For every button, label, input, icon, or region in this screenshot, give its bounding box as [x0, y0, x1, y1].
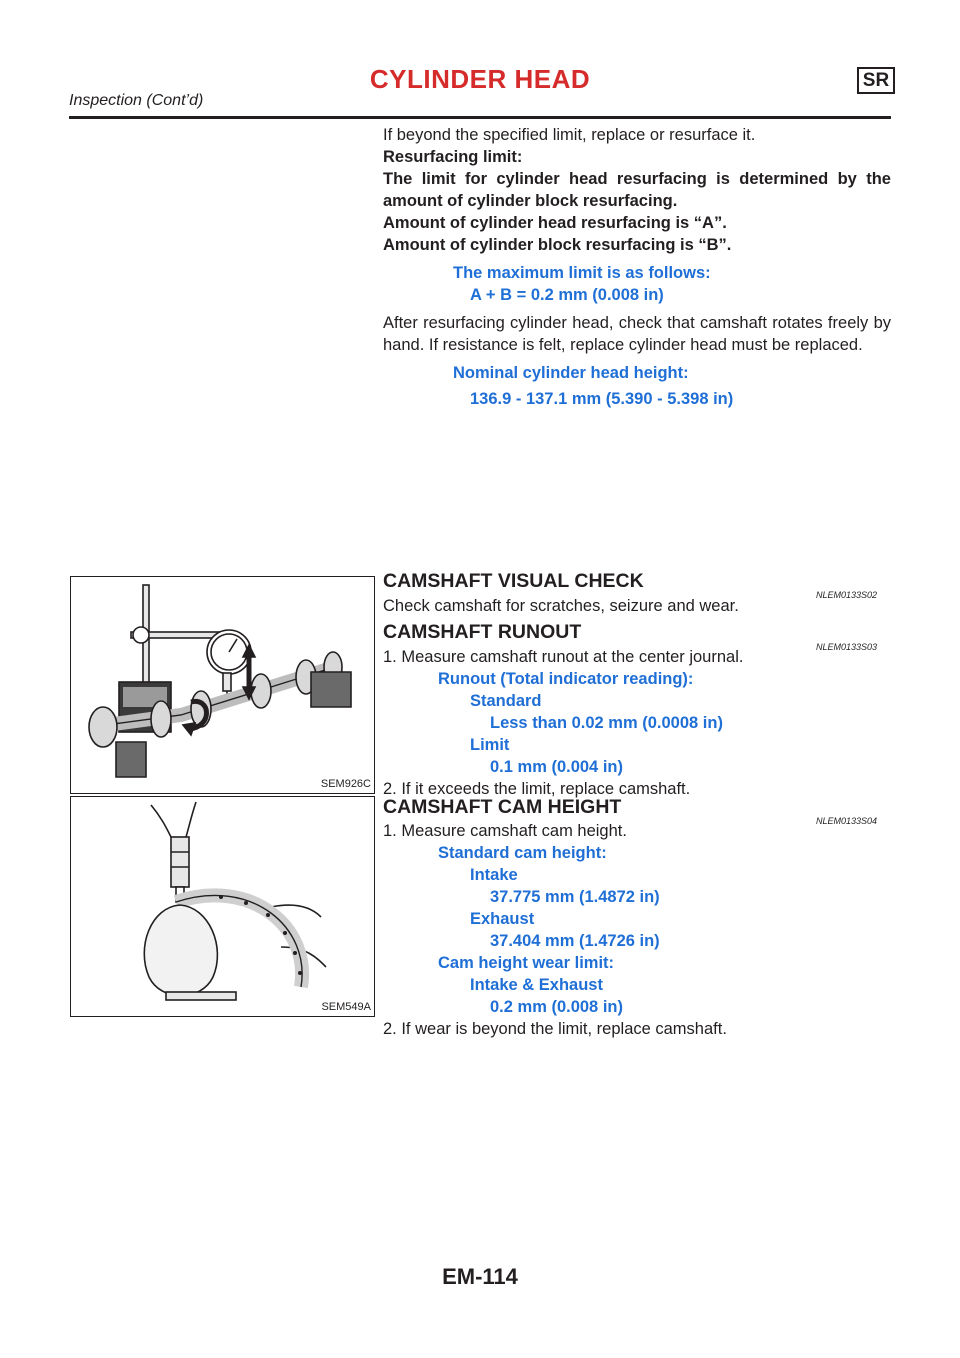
cam-height-section	[383, 820, 891, 1040]
runout-standard-label: Standard	[470, 692, 542, 710]
runout-step-1: 1. Measure camshaft runout at the center journal.	[383, 648, 744, 666]
cam-height-heading: CAMSHAFT CAM HEIGHT	[383, 796, 622, 818]
intro-line-3: The limit for cylinder head resurfacing is determined by the amount of cylinder block resurfacing.	[383, 170, 891, 210]
figure-label-sem549a: SEM549A	[321, 1001, 371, 1013]
intake-value: 37.775 mm (1.4872 in)	[490, 888, 660, 906]
micrometer-illustration	[71, 797, 374, 1016]
engine-badge: SR	[857, 67, 895, 94]
standard-cam-height-title: Standard cam height:	[438, 844, 607, 862]
intake-label: Intake	[470, 866, 518, 884]
exhaust-label: Exhaust	[470, 910, 535, 928]
runout-ref: NLEM0133S03	[816, 642, 878, 652]
nominal-height-value: 136.9 - 137.1 mm (5.390 - 5.398 in)	[470, 390, 734, 408]
runout-limit-label: Limit	[470, 736, 510, 754]
figure-label-sem926c: SEM926C	[320, 778, 371, 790]
visual-check-heading: CAMSHAFT VISUAL CHECK	[383, 570, 644, 592]
cam-height-step-2: 2. If wear is beyond the limit, replace camshaft.	[383, 1020, 727, 1038]
exhaust-value: 37.404 mm (1.4726 in)	[490, 932, 660, 950]
max-limit-title: The maximum limit is as follows:	[453, 264, 711, 282]
resurfacing-section	[383, 124, 891, 410]
runout-step-2: 2. If it exceeds the limit, replace camshaft.	[383, 780, 691, 798]
intro-line-1: If beyond the specified limit, replace or resurface it.	[383, 126, 756, 144]
visual-check-section	[383, 595, 891, 617]
page-title: CYLINDER HEAD	[369, 64, 591, 94]
intro-line-2: Resurfacing limit:	[383, 148, 523, 166]
intro-line-5: Amount of cylinder block resurfacing is “B”.	[383, 236, 732, 254]
cam-height-figure	[70, 796, 375, 1017]
header-rule	[69, 116, 891, 119]
visual-check-text: Check camshaft for scratches, seizure and wear.	[383, 597, 739, 615]
cam-height-ref: NLEM0133S04	[816, 816, 878, 826]
runout-section	[383, 646, 891, 800]
intake-exhaust-label: Intake & Exhaust	[470, 976, 603, 994]
nominal-height-title: Nominal cylinder head height:	[453, 364, 689, 382]
camshaft-runout-figure	[70, 576, 375, 794]
dial-indicator-illustration	[71, 577, 374, 793]
visual-check-ref: NLEM0133S02	[816, 590, 878, 600]
wear-limit-value: 0.2 mm (0.008 in)	[490, 998, 623, 1016]
intro-line-4: Amount of cylinder head resurfacing is “A”.	[383, 214, 727, 232]
runout-standard-value: Less than 0.02 mm (0.0008 in)	[490, 714, 723, 732]
resurfacing-paragraph: After resurfacing cylinder head, check that camshaft rotates freely by hand. If resistance is felt, replace cylinder head must be replaced.	[383, 314, 891, 354]
runout-heading: CAMSHAFT RUNOUT	[383, 621, 582, 643]
max-limit-value: A + B = 0.2 mm (0.008 in)	[470, 286, 664, 304]
page-number: EM-114	[442, 1264, 518, 1289]
runout-spec-title: Runout (Total indicator reading):	[438, 670, 694, 688]
page-subtitle: Inspection (Cont’d)	[69, 92, 204, 109]
wear-limit-title: Cam height wear limit:	[438, 954, 615, 972]
cam-height-step-1: 1. Measure camshaft cam height.	[383, 822, 627, 840]
runout-limit-value: 0.1 mm (0.004 in)	[490, 758, 623, 776]
